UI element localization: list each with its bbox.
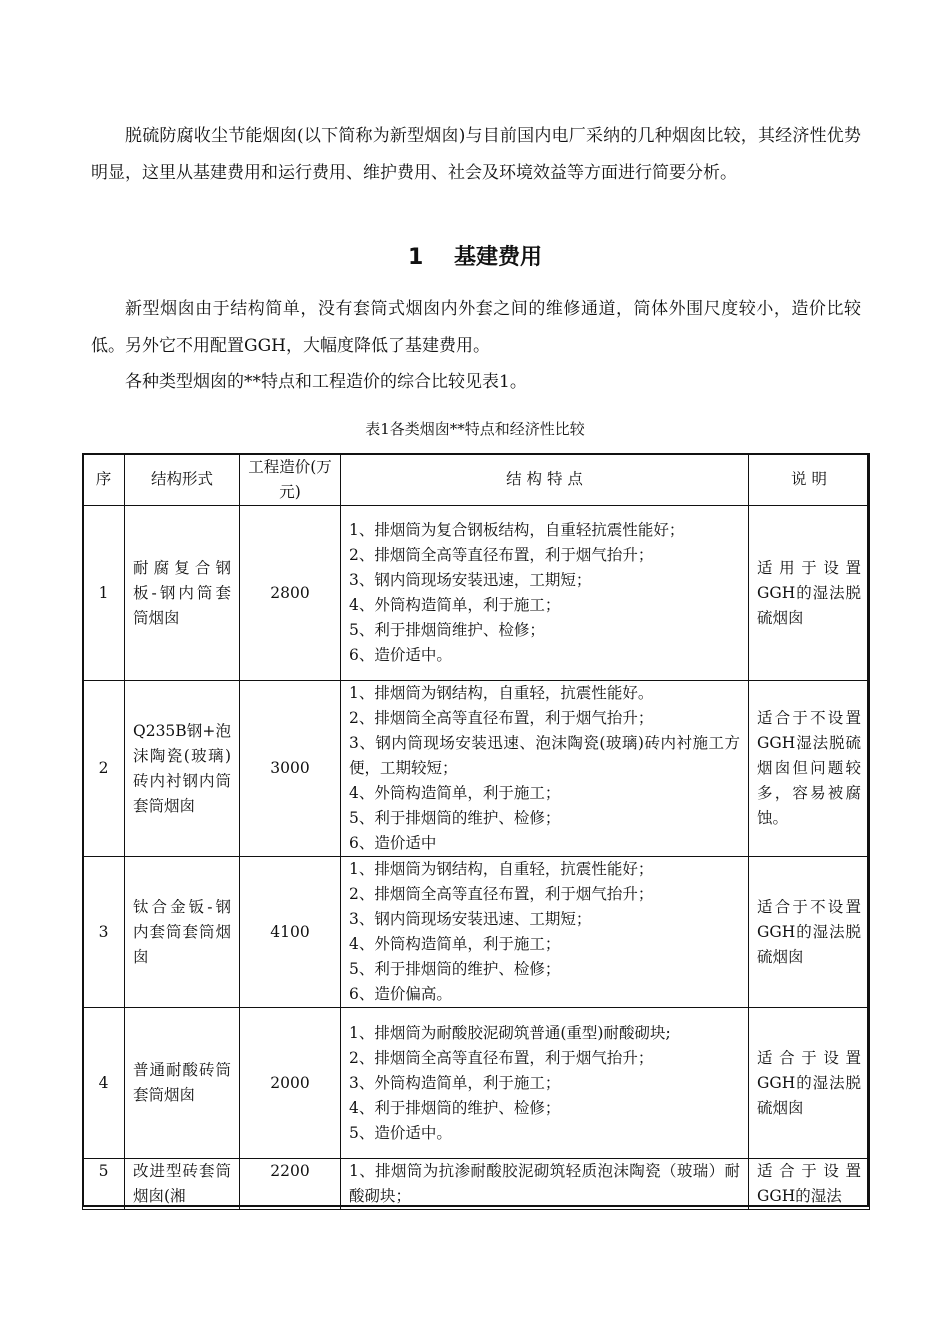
row-type: 耐腐复合钢板-钢内筒套筒烟囱 bbox=[125, 506, 240, 681]
row-cost: 2800 bbox=[240, 506, 341, 681]
row-no: 1 bbox=[83, 506, 125, 681]
feature-line: 4、外筒构造简单，利于施工； bbox=[349, 784, 561, 802]
row-note: 适合于设置GGH的湿法 bbox=[749, 1159, 870, 1210]
feature-line: 3、钢内筒现场安装迅速，工期短； bbox=[349, 571, 592, 589]
feature-line: 6、造价适中。 bbox=[349, 646, 452, 664]
feature-line: 4、利于排烟筒的维护、检修； bbox=[349, 1098, 561, 1117]
cost-paragraph: 新型烟囱由于结构简单，没有套筒式烟囱内外套之间的维修通道，筒体外围尺度较小，造价比较低。另外它不用配置GGH，大幅度降低了基建费用。 bbox=[91, 299, 861, 356]
feature-line: 1、排烟筒为钢结构，自重轻，抗震性能好； bbox=[349, 860, 654, 878]
row-cost: 2000 bbox=[240, 1008, 341, 1159]
row-features bbox=[341, 1008, 749, 1159]
row-note: 适合于不设置GGH的湿法脱硫烟囱 bbox=[749, 857, 870, 1008]
table-row bbox=[83, 506, 870, 681]
feature-line: 1、排烟筒为抗渗耐酸胶泥砌筑轻质泡沫陶瓷（玻瑞）耐酸砌块； bbox=[349, 1162, 740, 1205]
feature-line: 1、排烟筒为复合钢板结构，自重轻抗震性能好； bbox=[349, 521, 685, 539]
table-caption: 表1各类烟囱**特点和经济性比较 bbox=[365, 420, 585, 438]
feature-line: 1、排烟筒为钢结构，自重轻，抗震性能好。 bbox=[349, 684, 654, 702]
row-no: 3 bbox=[83, 857, 125, 1008]
row-type: 普通耐酸砖筒套筒烟囱 bbox=[125, 1008, 240, 1159]
row-cost: 3000 bbox=[240, 681, 341, 857]
row-no: 4 bbox=[83, 1008, 125, 1159]
feature-line: 1、排烟筒为耐酸胶泥砌筑普通(重型)耐酸砌块; bbox=[349, 1023, 671, 1042]
feature-line: 2、排烟筒全高等直径布置，利于烟气抬升； bbox=[349, 546, 654, 564]
table-row bbox=[83, 681, 870, 857]
header-cost: 工程造价(万元) bbox=[240, 454, 341, 506]
feature-line: 5、造价适中。 bbox=[349, 1123, 452, 1142]
feature-line: 5、利于排烟筒的维护、检修； bbox=[349, 960, 561, 978]
table-row bbox=[83, 1159, 870, 1210]
row-type: 改进型砖套筒烟囱(湘 bbox=[125, 1159, 240, 1210]
row-note: 适合于设置GGH的湿法脱硫烟囱 bbox=[749, 1008, 870, 1159]
row-type: Q235B钢+泡沫陶瓷(玻璃)砖内衬钢内筒套筒烟囱 bbox=[125, 681, 240, 857]
row-note: 适用于设置GGH的湿法脱硫烟囱 bbox=[749, 506, 870, 681]
row-cost: 4100 bbox=[240, 857, 341, 1008]
feature-line: 6、造价偏高。 bbox=[349, 985, 452, 1003]
header-features: 结 构 特 点 bbox=[341, 454, 749, 506]
row-no: 5 bbox=[83, 1159, 125, 1210]
chimney-comparison-table bbox=[82, 453, 870, 1210]
table-header-row bbox=[83, 454, 870, 506]
feature-line: 2、排烟筒全高等直径布置，利于烟气抬升； bbox=[349, 709, 654, 727]
header-no: 序 bbox=[83, 454, 125, 506]
table-row bbox=[83, 857, 870, 1008]
section-number: 1 bbox=[408, 245, 424, 270]
feature-line: 5、利于排烟筒的维护、检修； bbox=[349, 809, 561, 827]
row-features bbox=[341, 681, 749, 857]
section-heading bbox=[0, 240, 950, 271]
feature-line: 2、排烟筒全高等直径布置，利于烟气抬升； bbox=[349, 1048, 654, 1067]
feature-line: 3、钢内筒现场安装迅速、工期短； bbox=[349, 910, 592, 928]
table-row bbox=[83, 1008, 870, 1159]
row-features bbox=[341, 1159, 749, 1210]
table-reference-paragraph: 各种类型烟囱的**特点和工程造价的综合比较见表1。 bbox=[125, 372, 527, 392]
row-type: 钛合金钣-钢内套筒套筒烟囱 bbox=[125, 857, 240, 1008]
row-features bbox=[341, 506, 749, 681]
row-no: 2 bbox=[83, 681, 125, 857]
header-note: 说 明 bbox=[749, 454, 870, 506]
section-title: 基建费用 bbox=[453, 245, 542, 270]
feature-line: 6、造价适中 bbox=[349, 834, 437, 852]
row-features bbox=[341, 857, 749, 1008]
header-type: 结构形式 bbox=[125, 454, 240, 506]
feature-line: 3、钢内筒现场安装迅速、泡沫陶瓷(玻璃)砖内衬施工方便，工期较短； bbox=[349, 734, 740, 777]
row-cost: 2200 bbox=[240, 1159, 341, 1210]
feature-line: 4、外筒构造简单，利于施工； bbox=[349, 596, 561, 614]
row-note: 适合于不设置GGH湿法脱硫烟囱但问题较多，容易被腐蚀。 bbox=[749, 681, 870, 857]
feature-line: 3、外筒构造简单，利于施工； bbox=[349, 1073, 561, 1092]
feature-line: 4、外筒构造简单，利于施工； bbox=[349, 935, 561, 953]
intro-paragraph: 脱硫防腐收尘节能烟囱(以下简称为新型烟囱)与目前国内电厂采纳的几种烟囱比较，其经济性优势明显，这里从基建费用和运行费用、维护费用、社会及环境效益等方面进行简要分析。 bbox=[91, 126, 861, 183]
feature-line: 2、排烟筒全高等直径布置，利于烟气抬升； bbox=[349, 885, 654, 903]
feature-line: 5、利于排烟筒维护、检修； bbox=[349, 621, 545, 639]
